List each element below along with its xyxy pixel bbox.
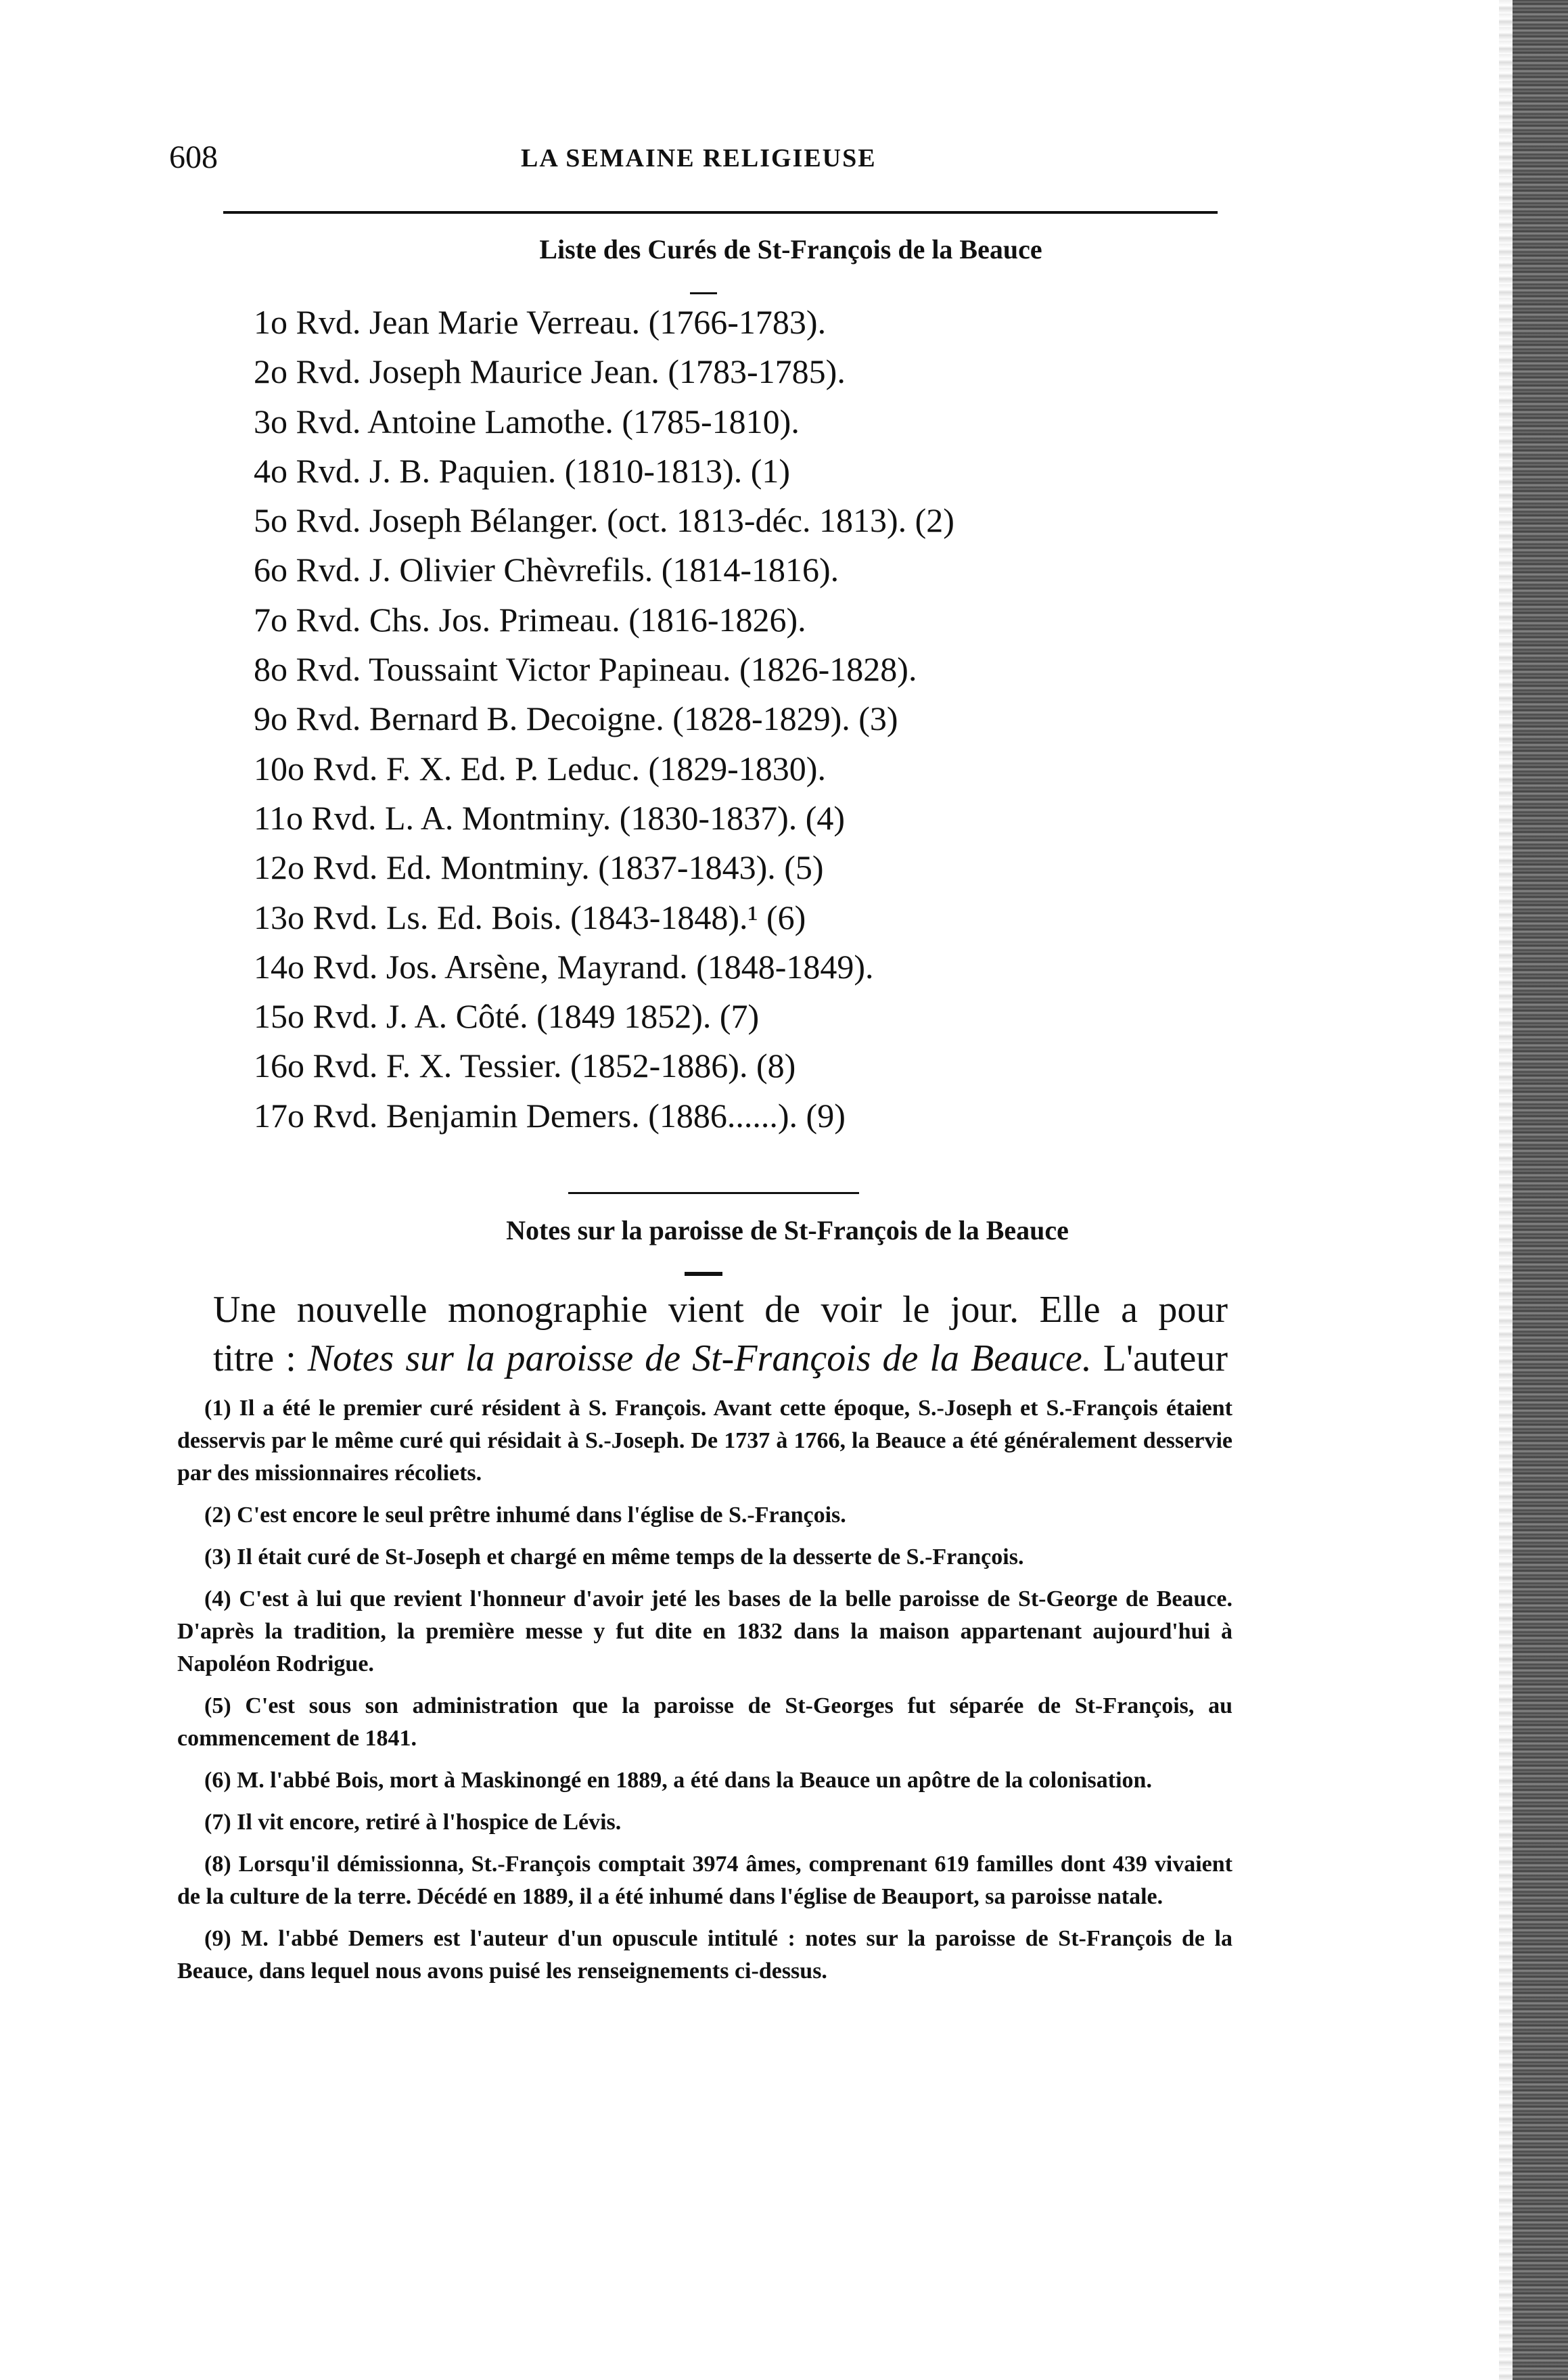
list-item: 2o Rvd. Joseph Maurice Jean. (1783-1785). bbox=[254, 352, 846, 391]
list-item: 7o Rvd. Chs. Jos. Primeau. (1816-1826). bbox=[254, 600, 806, 639]
heading-dash bbox=[685, 1272, 722, 1276]
notes-heading: Notes sur la paroisse de St-François de la Beauce bbox=[506, 1215, 1069, 1245]
list-item: 1o Rvd. Jean Marie Verreau. (1766-1783). bbox=[254, 303, 827, 341]
list-heading: Liste des Curés de St-François de la Beauce bbox=[539, 234, 1042, 265]
footnote: (9) M. l'abbé Demers est l'auteur d'un opuscule intitulé : notes sur la paroisse de St-François de la Beauce, dans lequel nous avons puisé les renseignements ci-dessus. bbox=[177, 1926, 1232, 1984]
scan-edge bbox=[1513, 0, 1568, 2380]
list-item: 8o Rvd. Toussaint Victor Papineau. (1826-1828). bbox=[254, 650, 917, 689]
list-item: 9o Rvd. Bernard B. Decoigne. (1828-1829). (3) bbox=[254, 700, 898, 738]
title-lead: titre : bbox=[213, 1337, 308, 1379]
list-item: 10o Rvd. F. X. Ed. P. Leduc. (1829-1830). bbox=[254, 749, 826, 787]
list-item: 6o Rvd. J. Olivier Chèvrefils. (1814-1816). bbox=[254, 551, 839, 589]
section-rule bbox=[568, 1192, 859, 1194]
header-rule bbox=[223, 211, 1218, 214]
body-paragraph-line bbox=[213, 1334, 1228, 1383]
footnote: (8) Lorsqu'il démissionna, St.-François comptait 3974 âmes, comprenant 619 familles dont 439 vivaient de la culture de la terre. Décédé en 1889, il a été inhumé dans l'église de Beauport, sa paroisse natale. bbox=[177, 1852, 1232, 1909]
footnote: (2) C'est encore le seul prêtre inhumé dans l'église de S.-François. bbox=[204, 1503, 846, 1528]
heading-dash bbox=[690, 292, 717, 294]
scan-edge-shadow bbox=[1499, 0, 1513, 2380]
footnote: (7) Il vit encore, retiré à l'hospice de Lévis. bbox=[204, 1810, 622, 1835]
footnote: (1) Il a été le premier curé résident à S. François. Avant cette époque, S.-Joseph et S.-François étaient desservis par le même curé qui résidait à S.-Joseph. De 1737 à 1766, la Beauce a été généralement desservie par des missionnaires récoliets. bbox=[177, 1396, 1232, 1486]
list-item: 15o Rvd. J. A. Côté. (1849 1852). (7) bbox=[254, 997, 760, 1036]
running-title: LA SEMAINE RELIGIEUSE bbox=[521, 144, 877, 173]
list-item: 14o Rvd. Jos. Arsène, Mayrand. (1848-1849). bbox=[254, 947, 874, 986]
footnote: (6) M. l'abbé Bois, mort à Maskinongé en 1889, a été dans la Beauce un apôtre de la colonisation. bbox=[204, 1768, 1152, 1793]
title-tail: L'auteur bbox=[1091, 1337, 1228, 1379]
list-item: 16o Rvd. F. X. Tessier. (1852-1886). (8) bbox=[254, 1047, 796, 1085]
page-number: 608 bbox=[169, 139, 218, 175]
footnotes bbox=[177, 1392, 1232, 1997]
list-item: 3o Rvd. Antoine Lamothe. (1785-1810). bbox=[254, 402, 800, 440]
list-item: 17o Rvd. Benjamin Demers. (1886......). (9) bbox=[254, 1096, 846, 1135]
list-item: 4o Rvd. J. B. Paquien. (1810-1813). (1) bbox=[254, 451, 790, 490]
list-item: 13o Rvd. Ls. Ed. Bois. (1843-1848).¹ (6) bbox=[254, 898, 806, 936]
body-paragraph-line: Une nouvelle monographie vient de voir le jour. Elle a pour bbox=[213, 1289, 1228, 1331]
cure-list bbox=[254, 298, 954, 1141]
list-item: 5o Rvd. Joseph Bélanger. (oct. 1813-déc. 1813). (2) bbox=[254, 501, 954, 540]
book-title: Notes sur la paroisse de St-François de la Beauce. bbox=[307, 1337, 1092, 1379]
list-item: 12o Rvd. Ed. Montminy. (1837-1843). (5) bbox=[254, 848, 824, 887]
footnote: (4) C'est à lui que revient l'honneur d'avoir jeté les bases de la belle paroisse de St-George de Beauce. D'après la tradition, la première messe y fut dite en 1832 dans la maison appartenant aujourd'hui à Napoléon Rodrigue. bbox=[177, 1586, 1232, 1676]
footnote: (3) Il était curé de St-Joseph et chargé en même temps de la desserte de S.-François. bbox=[204, 1544, 1024, 1570]
footnote: (5) C'est sous son administration que la paroisse de St-Georges fut séparée de St-François, au commencement de 1841. bbox=[177, 1693, 1232, 1751]
list-item: 11o Rvd. L. A. Montminy. (1830-1837). (4) bbox=[254, 798, 846, 837]
